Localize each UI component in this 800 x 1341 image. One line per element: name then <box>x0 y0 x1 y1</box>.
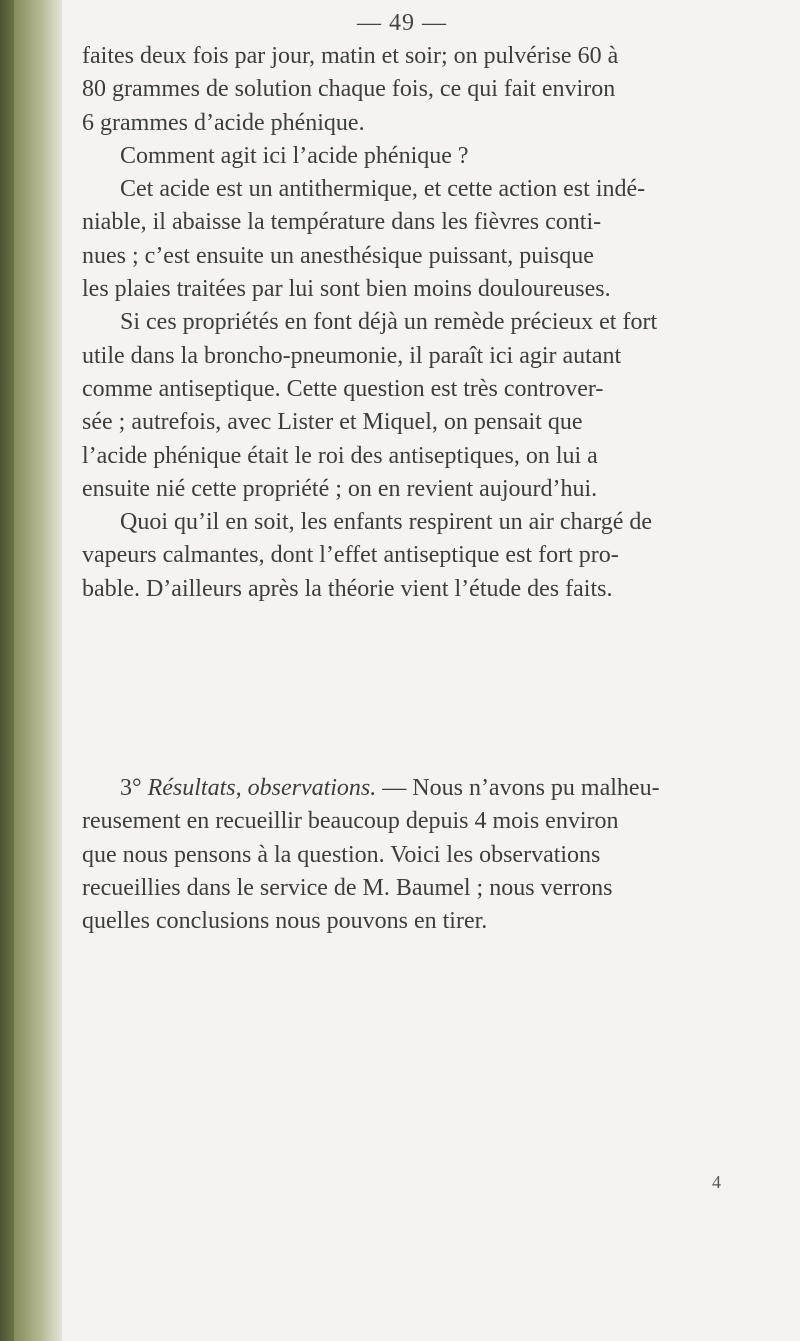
section-heading-line <box>82 772 720 805</box>
text-line: sée ; autrefois, avec Lister et Miquel, on pensait que <box>82 409 583 436</box>
text-line: bable. D’ailleurs après la théorie vient l’étude des faits. <box>82 575 613 602</box>
text-line: nues ; c’est ensuite un anesthésique puissant, puisque <box>82 242 594 269</box>
page-number: — 49 — <box>357 10 447 36</box>
paragraph-phenol-action <box>82 40 720 606</box>
book-binding-edge <box>0 0 14 1341</box>
text-line: Si ces propriétés en font déjà un remède précieux et fort <box>120 309 658 336</box>
text-line: ensuite nié cette propriété ; on en revient aujourd’hui. <box>82 475 598 502</box>
text-line: recueillies dans le service de M. Baumel ; nous verrons <box>82 874 613 901</box>
signature-mark: 4 <box>712 1172 721 1192</box>
section-number: 3° <box>120 775 142 801</box>
section-title: Résultats, observations. <box>147 775 377 801</box>
text-line: niable, il abaisse la température dans les fièvres conti- <box>82 209 602 236</box>
text-line: Comment agit ici l’acide phénique ? <box>120 142 469 169</box>
paragraph-results <box>82 772 720 938</box>
text-line: Quoi qu’il en soit, les enfants respirent un air chargé de <box>120 509 653 536</box>
text-line: l’acide phénique était le roi des antiseptiques, on lui a <box>82 442 598 469</box>
text-line: que nous pensons à la question. Voici les observations <box>82 841 601 868</box>
text-line: comme antiseptique. Cette question est très controver- <box>82 375 604 402</box>
text-fragment: — Nous n’avons pu malheu- <box>376 775 660 801</box>
text-line: Cet acide est un antithermique, et cette action est indé- <box>120 176 646 203</box>
text-line: les plaies traitées par lui sont bien moins douloureuses. <box>82 276 611 303</box>
text-line: reusement en recueillir beaucoup depuis 4 mois environ <box>82 808 619 835</box>
text-line: 6 grammes d’acide phénique. <box>82 109 365 136</box>
text-line: faites deux fois par jour, matin et soir; on pulvérise 60 à <box>82 43 619 69</box>
document-page <box>82 0 762 1341</box>
text-line: utile dans la broncho-pneumonie, il paraît ici agir autant <box>82 342 622 369</box>
text-line: 80 grammes de solution chaque fois, ce qui fait environ <box>82 76 616 103</box>
text-line: quelles conclusions nous pouvons en tirer. <box>82 908 488 935</box>
text-line: vapeurs calmantes, dont l’effet antiseptique est fort pro- <box>82 542 619 569</box>
